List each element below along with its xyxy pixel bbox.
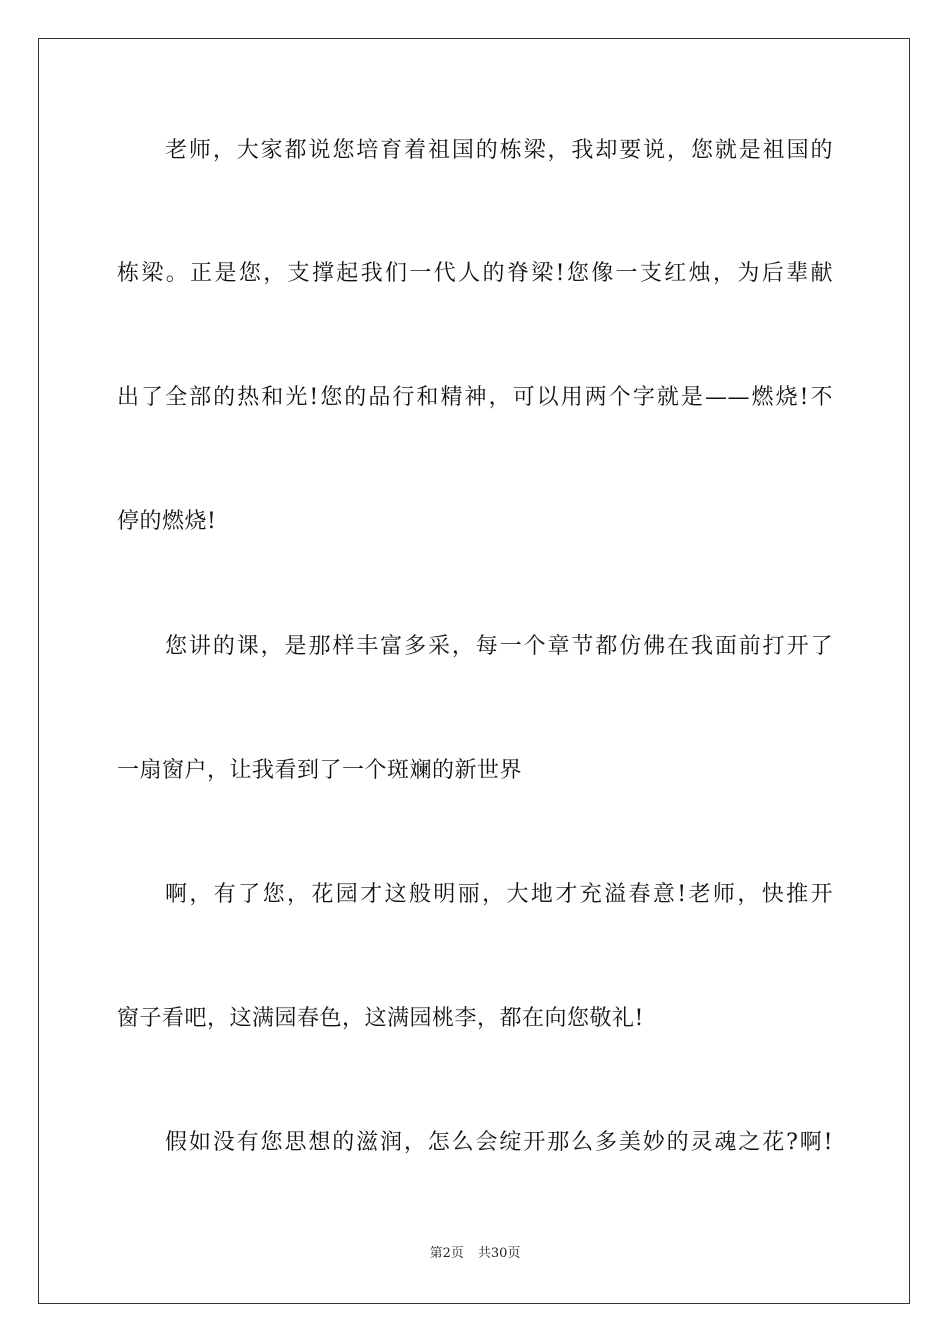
text-line-3: 出了全部的热和光!您的品行和精神，可以用两个字就是——燃烧!不 <box>117 385 833 410</box>
text-line-8: 窗子看吧，这满园春色，这满园桃李，都在向您敬礼! <box>117 1006 644 1031</box>
page-border <box>38 38 910 1304</box>
page-number-total: 共30页 <box>477 1246 521 1261</box>
text-line-6: 一扇窗户，让我看到了一个斑斓的新世界 <box>117 758 523 783</box>
text-line-1: 老师，大家都说您培育着祖国的栋梁，我却要说，您就是祖国的 <box>165 138 833 163</box>
text-line-9: 假如没有您思想的滋润，怎么会绽开那么多美妙的灵魂之花?啊! <box>165 1130 833 1155</box>
page-number-current: 第2页 <box>429 1246 464 1261</box>
text-line-7: 啊，有了您，花园才这般明丽，大地才充溢春意!老师，快推开 <box>165 882 833 907</box>
text-line-5: 您讲的课，是那样丰富多采，每一个章节都仿佛在我面前打开了 <box>165 634 833 659</box>
text-line-2: 栋梁。正是您，支撑起我们一代人的脊梁!您像一支红烛，为后辈献 <box>117 261 833 286</box>
text-line-4: 停的燃烧! <box>117 509 217 534</box>
page-footer <box>0 1245 950 1263</box>
